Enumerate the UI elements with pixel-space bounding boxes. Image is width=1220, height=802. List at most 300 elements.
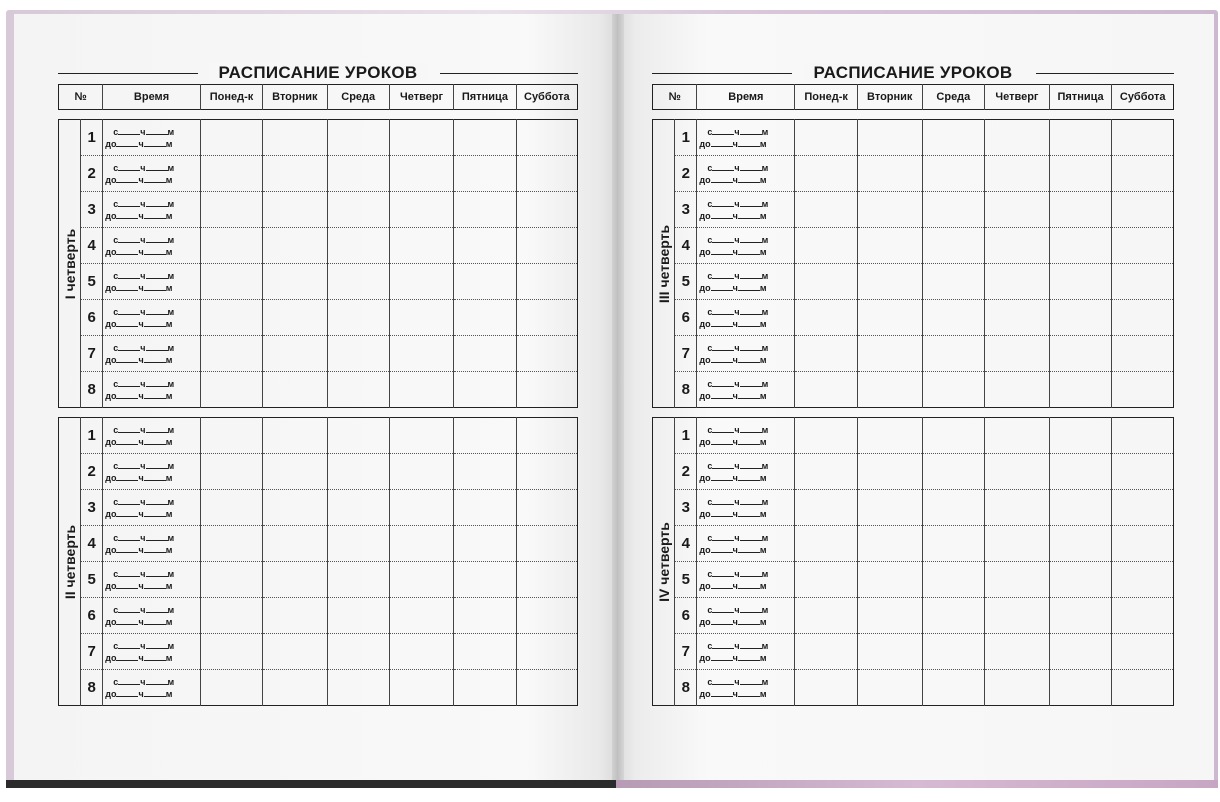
subject-cell[interactable]: [857, 526, 922, 562]
subject-cell[interactable]: [327, 264, 389, 300]
subject-cell[interactable]: [985, 372, 1050, 408]
lesson-time-cell[interactable]: [103, 598, 201, 634]
subject-cell[interactable]: [454, 336, 516, 372]
blank-line: [740, 424, 762, 433]
blank-line: [740, 306, 762, 315]
subject-cell[interactable]: [200, 526, 262, 562]
lesson-time-cell[interactable]: [697, 490, 795, 526]
subject-cell[interactable]: [389, 634, 453, 670]
subject-cell[interactable]: [516, 526, 577, 562]
subject-cell[interactable]: [389, 598, 453, 634]
lesson-time-cell[interactable]: [697, 418, 795, 454]
subject-cell[interactable]: [922, 454, 985, 490]
subject-cell[interactable]: [922, 598, 985, 634]
subject-cell[interactable]: [327, 336, 389, 372]
lesson-time-cell[interactable]: [697, 264, 795, 300]
subject-cell[interactable]: [454, 264, 516, 300]
subject-cell[interactable]: [1049, 526, 1112, 562]
subject-cell[interactable]: [922, 264, 985, 300]
subject-cell[interactable]: [857, 264, 922, 300]
blank-line: [146, 270, 168, 279]
subject-cell[interactable]: [516, 228, 577, 264]
subject-cell[interactable]: [1049, 670, 1112, 706]
subject-cell[interactable]: [795, 454, 858, 490]
lesson-number: 2: [675, 156, 697, 192]
time-to-label: до: [105, 436, 117, 447]
subject-cell[interactable]: [985, 264, 1050, 300]
blank-line: [740, 126, 762, 135]
subject-cell[interactable]: [985, 562, 1050, 598]
subject-cell[interactable]: [327, 192, 389, 228]
minutes-label: м: [761, 162, 769, 173]
subject-cell[interactable]: [389, 670, 453, 706]
minutes-label: м: [759, 688, 767, 699]
column-header: Четверг: [389, 85, 453, 110]
subject-cell[interactable]: [1049, 454, 1112, 490]
subject-cell[interactable]: [389, 454, 453, 490]
column-header: №: [668, 91, 681, 103]
blank-line: [712, 342, 734, 351]
subject-cell[interactable]: [1049, 634, 1112, 670]
subject-cell[interactable]: [516, 634, 577, 670]
subject-cell[interactable]: [985, 120, 1050, 156]
subject-cell[interactable]: [389, 418, 453, 454]
subject-cell[interactable]: [327, 300, 389, 336]
lesson-time-cell[interactable]: [103, 670, 201, 706]
subject-cell[interactable]: [200, 336, 262, 372]
subject-cell[interactable]: [1049, 192, 1112, 228]
quarter-label: IV четверть: [655, 521, 672, 602]
time-to-label: до: [699, 508, 711, 519]
subject-cell[interactable]: [389, 192, 453, 228]
blank-line: [711, 580, 733, 589]
lesson-time-cell[interactable]: [103, 372, 201, 408]
lesson-time-cell[interactable]: [103, 562, 201, 598]
subject-cell[interactable]: [263, 120, 327, 156]
subject-cell[interactable]: [327, 372, 389, 408]
subject-cell[interactable]: [1112, 156, 1174, 192]
subject-cell[interactable]: [985, 670, 1050, 706]
subject-cell[interactable]: [516, 336, 577, 372]
lesson-time-cell[interactable]: [103, 418, 201, 454]
subject-cell[interactable]: [1112, 192, 1174, 228]
lesson-time-cell[interactable]: [697, 120, 795, 156]
minutes-label: м: [761, 532, 769, 543]
subject-cell[interactable]: [327, 670, 389, 706]
subject-cell[interactable]: [454, 300, 516, 336]
subject-cell[interactable]: [1112, 336, 1174, 372]
subject-cell[interactable]: [795, 562, 858, 598]
minutes-label: м: [759, 210, 767, 221]
subject-cell[interactable]: [922, 228, 985, 264]
lesson-row: [653, 634, 1174, 670]
subject-cell[interactable]: [795, 156, 858, 192]
subject-cell[interactable]: [857, 336, 922, 372]
subject-cell[interactable]: [795, 526, 858, 562]
time-from-label: с: [707, 496, 713, 507]
subject-cell[interactable]: [857, 120, 922, 156]
subject-cell[interactable]: [795, 336, 858, 372]
subject-cell[interactable]: [985, 300, 1050, 336]
subject-cell[interactable]: [922, 120, 985, 156]
subject-cell[interactable]: [454, 454, 516, 490]
subject-cell[interactable]: [1112, 372, 1174, 408]
lesson-time-cell[interactable]: [697, 526, 795, 562]
blank-line: [116, 390, 138, 399]
lesson-time-cell[interactable]: [697, 300, 795, 336]
subject-cell[interactable]: [795, 120, 858, 156]
subject-cell[interactable]: [985, 454, 1050, 490]
subject-cell[interactable]: [857, 228, 922, 264]
lesson-time-cell[interactable]: [697, 562, 795, 598]
time-from-label: с: [707, 342, 713, 353]
subject-cell[interactable]: [1049, 490, 1112, 526]
minutes-label: м: [167, 378, 175, 389]
lesson-time-cell[interactable]: [103, 454, 201, 490]
lesson-time-cell[interactable]: [103, 490, 201, 526]
time-to-label: до: [105, 282, 117, 293]
subject-cell[interactable]: [200, 670, 262, 706]
minutes-label: м: [167, 640, 175, 651]
subject-cell[interactable]: [327, 598, 389, 634]
subject-cell[interactable]: [795, 634, 858, 670]
subject-cell[interactable]: [795, 228, 858, 264]
subject-cell[interactable]: [1112, 634, 1174, 670]
hours-label: ч: [732, 390, 738, 401]
subject-cell[interactable]: [516, 264, 577, 300]
subject-cell[interactable]: [985, 192, 1050, 228]
subject-cell[interactable]: [795, 264, 858, 300]
subject-cell[interactable]: [516, 598, 577, 634]
blank-line: [118, 568, 140, 577]
lesson-number: 7: [81, 634, 103, 670]
subject-cell[interactable]: [200, 598, 262, 634]
subject-cell[interactable]: [1112, 264, 1174, 300]
subject-cell[interactable]: [263, 598, 327, 634]
subject-cell[interactable]: [327, 156, 389, 192]
lesson-number: 6: [81, 598, 103, 634]
subject-cell[interactable]: [1049, 372, 1112, 408]
subject-cell[interactable]: [1112, 598, 1174, 634]
hours-label: ч: [138, 390, 144, 401]
subject-cell[interactable]: [1049, 598, 1112, 634]
subject-cell[interactable]: [389, 372, 453, 408]
subject-cell[interactable]: [922, 490, 985, 526]
subject-cell[interactable]: [985, 598, 1050, 634]
subject-cell[interactable]: [857, 156, 922, 192]
subject-cell[interactable]: [1112, 562, 1174, 598]
subject-cell[interactable]: [985, 156, 1050, 192]
subject-cell[interactable]: [1049, 562, 1112, 598]
time-from-label: с: [707, 234, 713, 245]
subject-cell[interactable]: [200, 156, 262, 192]
subject-cell[interactable]: [454, 526, 516, 562]
subject-cell[interactable]: [389, 336, 453, 372]
subject-cell[interactable]: [454, 372, 516, 408]
subject-cell[interactable]: [857, 300, 922, 336]
lesson-time-cell[interactable]: [103, 228, 201, 264]
subject-cell[interactable]: [327, 454, 389, 490]
subject-cell[interactable]: [516, 192, 577, 228]
subject-cell[interactable]: [857, 192, 922, 228]
subject-cell[interactable]: [263, 562, 327, 598]
blank-line: [144, 210, 166, 219]
lesson-row: [59, 372, 578, 408]
subject-cell[interactable]: [795, 598, 858, 634]
subject-cell[interactable]: [1112, 120, 1174, 156]
subject-cell[interactable]: [985, 336, 1050, 372]
blank-line: [712, 306, 734, 315]
minutes-label: м: [167, 424, 175, 435]
subject-cell[interactable]: [200, 454, 262, 490]
subject-cell[interactable]: [454, 156, 516, 192]
subject-cell[interactable]: [857, 634, 922, 670]
subject-cell[interactable]: [1112, 526, 1174, 562]
subject-cell[interactable]: [263, 264, 327, 300]
subject-cell[interactable]: [1049, 228, 1112, 264]
subject-cell[interactable]: [516, 120, 577, 156]
subject-cell[interactable]: [263, 228, 327, 264]
subject-cell[interactable]: [263, 454, 327, 490]
subject-cell[interactable]: [516, 454, 577, 490]
blank-line: [144, 544, 166, 553]
lesson-time-cell[interactable]: [697, 634, 795, 670]
lesson-row: [653, 454, 1174, 490]
subject-cell[interactable]: [516, 372, 577, 408]
lesson-number: 4: [675, 526, 697, 562]
subject-cell[interactable]: [1112, 670, 1174, 706]
minutes-label: м: [761, 604, 769, 615]
column-header: Среда: [922, 85, 985, 110]
lesson-time-cell[interactable]: [697, 336, 795, 372]
blank-line: [144, 580, 166, 589]
lesson-number: 5: [81, 264, 103, 300]
subject-cell[interactable]: [454, 670, 516, 706]
lesson-row: [59, 300, 578, 336]
subject-cell[interactable]: [857, 598, 922, 634]
lesson-time-cell[interactable]: [697, 228, 795, 264]
subject-cell[interactable]: [1112, 300, 1174, 336]
lesson-number: 8: [81, 372, 103, 408]
subject-cell[interactable]: [263, 156, 327, 192]
subject-cell[interactable]: [795, 490, 858, 526]
lesson-number: 1: [675, 120, 697, 156]
subject-cell[interactable]: [327, 526, 389, 562]
subject-cell[interactable]: [200, 120, 262, 156]
minutes-label: м: [167, 270, 175, 281]
lesson-row: [59, 228, 578, 264]
time-from-label: с: [707, 460, 713, 471]
subject-cell[interactable]: [263, 670, 327, 706]
subject-cell[interactable]: [200, 490, 262, 526]
subject-cell[interactable]: [516, 562, 577, 598]
subject-cell[interactable]: [1112, 454, 1174, 490]
lesson-time-cell[interactable]: [697, 372, 795, 408]
subject-cell[interactable]: [389, 156, 453, 192]
subject-cell[interactable]: [1112, 490, 1174, 526]
subject-cell[interactable]: [922, 562, 985, 598]
hours-label: ч: [734, 460, 740, 471]
hours-label: ч: [140, 568, 146, 579]
lesson-number: 1: [81, 120, 103, 156]
subject-cell[interactable]: [200, 192, 262, 228]
subject-cell[interactable]: [389, 526, 453, 562]
subject-cell[interactable]: [389, 562, 453, 598]
lesson-time-cell[interactable]: [697, 598, 795, 634]
time-from-label: с: [113, 568, 119, 579]
lesson-time-cell[interactable]: [103, 300, 201, 336]
minutes-label: м: [761, 126, 769, 137]
subject-cell[interactable]: [1112, 418, 1174, 454]
minutes-label: м: [759, 354, 767, 365]
blank-line: [146, 378, 168, 387]
subject-cell[interactable]: [922, 418, 985, 454]
subject-cell[interactable]: [985, 418, 1050, 454]
blank-line: [711, 616, 733, 625]
subject-cell[interactable]: [454, 490, 516, 526]
subject-cell[interactable]: [327, 120, 389, 156]
subject-cell[interactable]: [922, 336, 985, 372]
subject-cell[interactable]: [857, 562, 922, 598]
lesson-time-cell[interactable]: [103, 264, 201, 300]
subject-cell[interactable]: [922, 192, 985, 228]
subject-cell[interactable]: [263, 418, 327, 454]
lesson-time-cell[interactable]: [103, 336, 201, 372]
subject-cell[interactable]: [985, 526, 1050, 562]
subject-cell[interactable]: [922, 300, 985, 336]
subject-cell[interactable]: [454, 120, 516, 156]
subject-cell[interactable]: [327, 562, 389, 598]
lesson-time-cell[interactable]: [697, 670, 795, 706]
subject-cell[interactable]: [857, 418, 922, 454]
lesson-time-cell[interactable]: [697, 192, 795, 228]
subject-cell[interactable]: [1049, 264, 1112, 300]
subject-cell[interactable]: [200, 418, 262, 454]
subject-cell[interactable]: [454, 562, 516, 598]
subject-cell[interactable]: [200, 300, 262, 336]
subject-cell[interactable]: [454, 228, 516, 264]
subject-cell[interactable]: [1049, 300, 1112, 336]
subject-cell[interactable]: [327, 634, 389, 670]
subject-cell[interactable]: [922, 526, 985, 562]
subject-cell[interactable]: [857, 372, 922, 408]
subject-cell[interactable]: [263, 526, 327, 562]
hours-label: ч: [138, 282, 144, 293]
subject-cell[interactable]: [389, 120, 453, 156]
schedule-sheet-right: [652, 62, 1174, 706]
subject-cell[interactable]: [985, 490, 1050, 526]
subject-cell[interactable]: [263, 192, 327, 228]
subject-cell[interactable]: [454, 634, 516, 670]
lesson-time-cell[interactable]: [103, 634, 201, 670]
subject-cell[interactable]: [200, 634, 262, 670]
subject-cell[interactable]: [389, 228, 453, 264]
subject-cell[interactable]: [857, 490, 922, 526]
subject-cell[interactable]: [922, 634, 985, 670]
subject-cell[interactable]: [795, 372, 858, 408]
schedule-header: [652, 84, 1174, 110]
subject-cell[interactable]: [200, 372, 262, 408]
subject-cell[interactable]: [922, 156, 985, 192]
lesson-row: [59, 418, 578, 454]
hours-label: ч: [734, 424, 740, 435]
hours-label: ч: [734, 496, 740, 507]
blank-line: [738, 652, 760, 661]
subject-cell[interactable]: [857, 670, 922, 706]
lesson-time-cell[interactable]: [103, 192, 201, 228]
subject-cell[interactable]: [1049, 156, 1112, 192]
subject-cell[interactable]: [922, 372, 985, 408]
lesson-time-cell[interactable]: [103, 526, 201, 562]
minutes-label: м: [165, 174, 173, 185]
subject-cell[interactable]: [263, 336, 327, 372]
lesson-time-cell[interactable]: [103, 156, 201, 192]
blank-line: [740, 568, 762, 577]
time-from-label: с: [707, 424, 713, 435]
subject-cell[interactable]: [795, 418, 858, 454]
subject-cell[interactable]: [516, 418, 577, 454]
lesson-time-cell[interactable]: [697, 454, 795, 490]
subject-cell[interactable]: [454, 598, 516, 634]
blank-line: [146, 532, 168, 541]
subject-cell[interactable]: [200, 228, 262, 264]
subject-cell[interactable]: [389, 300, 453, 336]
subject-cell[interactable]: [263, 300, 327, 336]
hours-label: ч: [732, 436, 738, 447]
time-to-label: до: [699, 318, 711, 329]
subject-cell[interactable]: [1049, 120, 1112, 156]
subject-cell[interactable]: [1049, 418, 1112, 454]
blank-line: [712, 604, 734, 613]
subject-cell[interactable]: [795, 670, 858, 706]
subject-cell[interactable]: [516, 490, 577, 526]
subject-cell[interactable]: [1112, 228, 1174, 264]
subject-cell[interactable]: [327, 418, 389, 454]
blank-line: [711, 354, 733, 363]
time-from-label: с: [113, 126, 119, 137]
subject-cell[interactable]: [454, 192, 516, 228]
lesson-time-cell[interactable]: [697, 156, 795, 192]
subject-cell[interactable]: [985, 634, 1050, 670]
subject-cell[interactable]: [922, 670, 985, 706]
subject-cell[interactable]: [200, 562, 262, 598]
subject-cell[interactable]: [263, 372, 327, 408]
subject-cell[interactable]: [1049, 336, 1112, 372]
blank-line: [116, 616, 138, 625]
subject-cell[interactable]: [263, 634, 327, 670]
subject-cell[interactable]: [454, 418, 516, 454]
subject-cell[interactable]: [857, 454, 922, 490]
subject-cell[interactable]: [516, 300, 577, 336]
subject-cell[interactable]: [327, 490, 389, 526]
subject-cell[interactable]: [516, 670, 577, 706]
hours-label: ч: [734, 126, 740, 137]
minutes-label: м: [761, 234, 769, 245]
subject-cell[interactable]: [795, 192, 858, 228]
blank-line: [118, 306, 140, 315]
subject-cell[interactable]: [985, 228, 1050, 264]
subject-cell[interactable]: [263, 490, 327, 526]
subject-cell[interactable]: [795, 300, 858, 336]
blank-line: [740, 162, 762, 171]
lesson-time-cell[interactable]: [103, 120, 201, 156]
subject-cell[interactable]: [327, 228, 389, 264]
time-to-label: до: [105, 616, 117, 627]
subject-cell[interactable]: [389, 490, 453, 526]
subject-cell[interactable]: [200, 264, 262, 300]
subject-cell[interactable]: [516, 156, 577, 192]
subject-cell[interactable]: [389, 264, 453, 300]
